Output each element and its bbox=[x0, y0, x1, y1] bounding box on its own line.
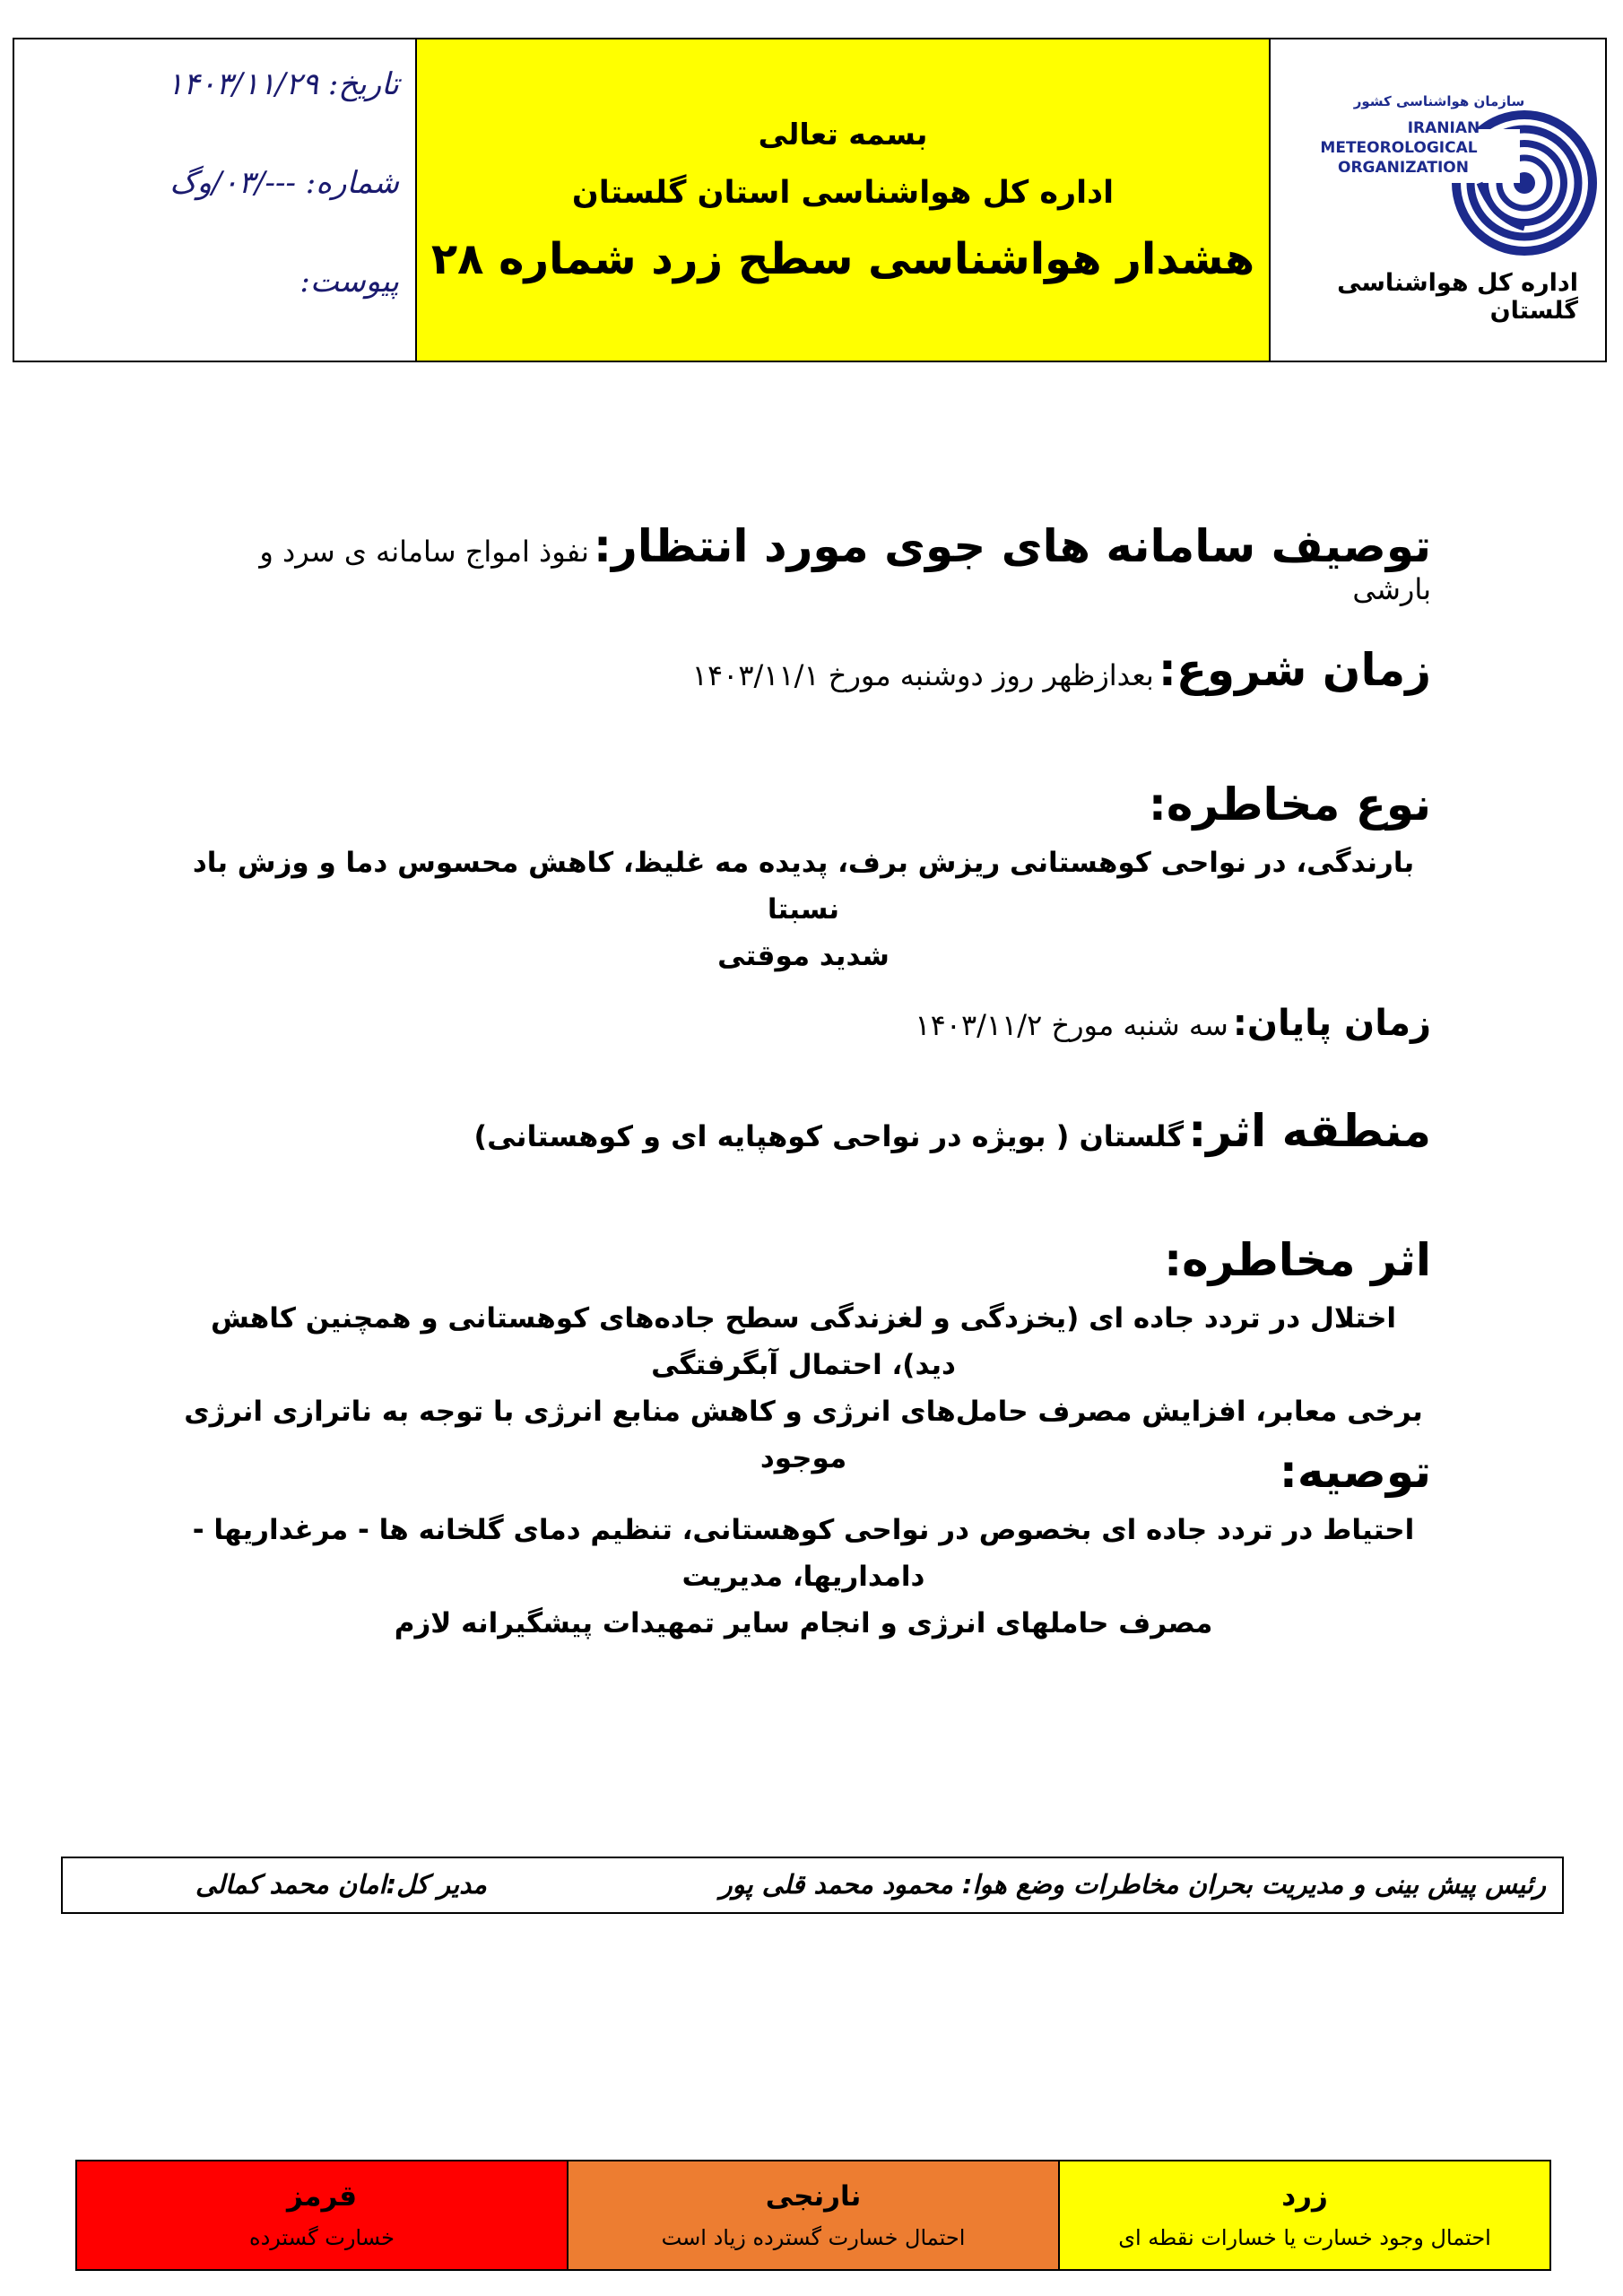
hazard-type-line-1: بارندگی، در نواحی کوهستانی ریزش برف، پدیده مه غلیظ، کاهش محسوس دما و وزش باد نسبتا bbox=[192, 847, 1415, 926]
logo-text-en-1: IRANIAN bbox=[1407, 119, 1480, 137]
systems-value: نفوذ امواج سامانه ی سرد و بارشی bbox=[259, 535, 1431, 606]
logo-text-en-2: METEOROLOGICAL bbox=[1320, 139, 1478, 157]
legend-orange-name: نارنجی bbox=[765, 2180, 862, 2213]
advice-text bbox=[176, 1507, 1431, 1647]
letter-meta-panel bbox=[14, 39, 417, 361]
impact-area-label: منطقه اثر: bbox=[1188, 1105, 1431, 1157]
hazard-type-text bbox=[176, 839, 1431, 979]
forecast-head-signature: رئیس پیش بینی و مدیریت بحران مخاطرات وضع هوا: محمود محمد قلی پور bbox=[719, 1869, 1546, 1900]
start-time-section bbox=[176, 644, 1431, 696]
hazard-type-label: نوع مخاطره: bbox=[1148, 778, 1431, 831]
warning-level-legend bbox=[75, 2160, 1551, 2271]
legend-red-name: قرمز bbox=[286, 2180, 358, 2213]
start-time-label: زمان شروع: bbox=[1158, 644, 1431, 696]
impact-area-value: گلستان ( بویژه در نواحی کوهپایه ای و کوهستانی) bbox=[473, 1119, 1185, 1153]
logo-panel bbox=[1271, 39, 1605, 361]
end-time-section bbox=[176, 1003, 1431, 1044]
logo-text-en-3: ORGANIZATION bbox=[1338, 159, 1469, 177]
legend-orange bbox=[568, 2161, 1060, 2269]
start-time-value: بعدازظهر روز دوشنبه مورخ ۱۴۰۳/۱۱/۱ bbox=[691, 658, 1154, 692]
letter-header bbox=[13, 38, 1607, 362]
letter-title-panel bbox=[417, 39, 1271, 361]
meteorological-organization-logo bbox=[1296, 75, 1601, 291]
invocation-line: بسمه تعالی bbox=[758, 116, 928, 152]
hazard-effect-section bbox=[176, 1234, 1431, 1482]
impact-area-section bbox=[176, 1105, 1431, 1157]
hazard-effect-line-2: برخی معابر، افزایش مصرف حامل‌های انرژی و کاهش منابع انرژی با توجه به ناترازی انرژی موجود bbox=[184, 1396, 1423, 1474]
systems-section bbox=[176, 520, 1431, 606]
end-time-label: زمان پایان: bbox=[1232, 1003, 1431, 1044]
signature-box bbox=[61, 1857, 1564, 1914]
systems-label: توصیف سامانه های جوی مورد انتظار: bbox=[593, 520, 1431, 572]
end-time-value: سه شنبه مورخ ۱۴۰۳/۱۱/۲ bbox=[915, 1008, 1228, 1042]
legend-red bbox=[77, 2161, 568, 2269]
organization-name: اداره کل هواشناسی گلستان bbox=[1337, 269, 1578, 325]
legend-yellow-desc: احتمال وجود خسارت یا خسارات نقطه ای bbox=[1118, 2225, 1491, 2250]
advice-label: توصیه: bbox=[1279, 1446, 1431, 1498]
hazard-effect-line-1: اختلال در تردد جاده ای (یخزدگی و لغزندگی سطح جاده‌های کوهستانی و همچنین کاهش دید)، احتمال آبگرفتگی bbox=[210, 1302, 1397, 1381]
hazard-type-line-2: شدید موقتی bbox=[717, 940, 890, 972]
director-signature: مدیر کل:امان محمد کمالی bbox=[195, 1869, 487, 1900]
legend-yellow-name: زرد bbox=[1281, 2180, 1328, 2213]
advice-line-1: احتیاط در تردد جاده ای بخصوص در نواحی کوهستانی، تنظیم دمای گلخانه ها - مرغداریها - دامداریها، مدیریت bbox=[192, 1514, 1415, 1593]
legend-red-desc: خسارت گسترده bbox=[249, 2225, 395, 2250]
logo-text-fa: سازمان هواشناسی کشور bbox=[1353, 93, 1525, 109]
legend-orange-desc: احتمال خسارت گسترده زیاد است bbox=[661, 2225, 966, 2250]
advice-line-2: مصرف حاملهای انرژی و انجام سایر تمهیدات پیشگیرانه لازم bbox=[394, 1607, 1213, 1639]
hazard-effect-label: اثر مخاطره: bbox=[1164, 1234, 1431, 1286]
letter-date: تاریخ: ۱۴۰۳/۱۱/۲۹ bbox=[167, 66, 399, 102]
office-name: اداره کل هواشناسی استان گلستان bbox=[571, 174, 1115, 211]
hazard-type-section bbox=[176, 778, 1431, 979]
legend-yellow bbox=[1060, 2161, 1549, 2269]
advice-section bbox=[176, 1446, 1431, 1647]
letter-attachment: پیوست: bbox=[299, 264, 399, 300]
warning-title: هشدار هواشناسی سطح زرد شماره ۲۸ bbox=[430, 233, 1255, 284]
letter-number: شماره: ---/۰۳/و‌گ bbox=[169, 165, 399, 201]
